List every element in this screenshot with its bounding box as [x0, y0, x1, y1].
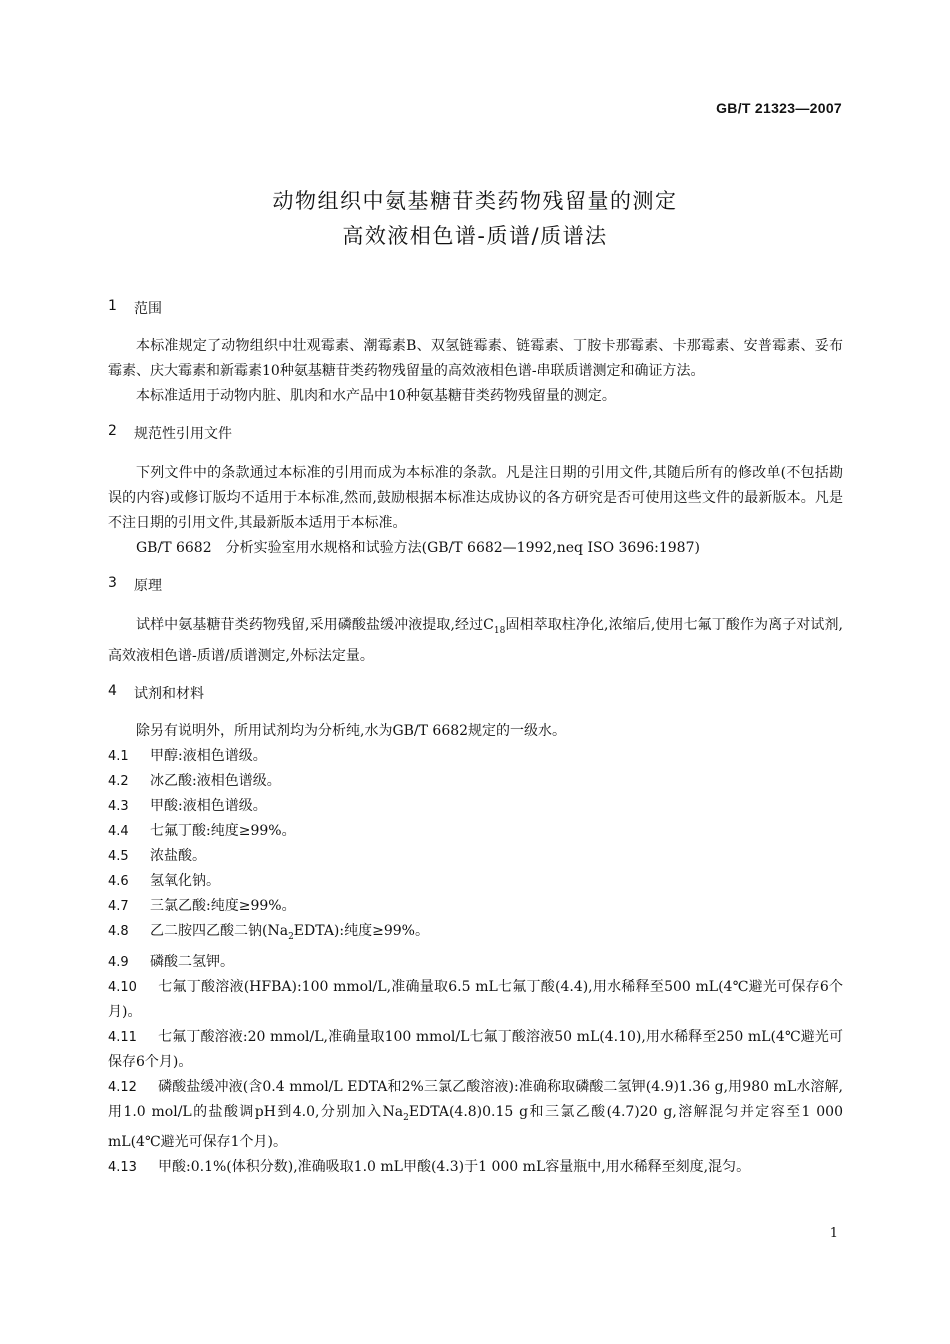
document-subtitle: 高效液相色谱-质谱/质谱法	[342, 224, 608, 248]
reagent-item: 4.12 磷酸盐缓冲液(含0.4 mmol/L EDTA和2%三氯乙酸溶液):准确称取磷酸二氢钾(4.9)1.36 g,用980 mL水溶解,用1.0 mol/L的盐酸调pH到4.0,分别加入$Na_2EDTA(4.8)0.15$ g和三氯乙酸(4.7)20 g,溶解混匀并定容至1 000 mL(4℃避光可保存1个月)。	[108, 1078, 843, 1151]
section-heading-normative-references: 2 规范性引用文件	[108, 423, 232, 442]
document-body	[108, 298, 843, 1180]
references-paragraph: 下列文件中的条款通过本标准的引用而成为本标准的条款。凡是注日期的引用文件,其随后所有的修改单(不包括勘误的内容)或修订版均不适用于本标准,然而,鼓励根据本标准达成协议的各方研究是否可使用这些文件的最新版本。凡是不注日期的引用文件,其最新版本适用于本标准。	[108, 465, 843, 531]
section-heading-reagents: 4 试剂和材料	[108, 682, 204, 702]
reagent-item: 4.10 七氟丁酸溶液(HFBA):100 mmol/L,准确量取6.5 mL七氟丁酸(4.4),用水稀释至500 mL(4℃避光可保存6个月)。	[108, 978, 843, 1020]
section-heading-principle: 3 原理	[108, 575, 162, 594]
reagent-item: 4.11 七氟丁酸溶液:20 mmol/L,准确量取100 mmol/L七氟丁酸溶液50 mL(4.10),用水稀释至250 mL(4℃避光可保存6个月)。	[108, 1028, 843, 1070]
section-heading-scope: 1 范围	[108, 298, 162, 317]
standard-code: GB/T 21323—2007	[716, 100, 842, 116]
reagents-intro: 除另有说明外，所用试剂均为分析纯,水为GB/T 6682规定的一级水。	[136, 722, 567, 739]
reagent-item: 4.2 冰乙酸:液相色谱级。	[108, 772, 281, 789]
scope-applicability: 本标准适用于动物内脏、肌肉和水产品中10种氨基糖苷类药物残留量的测定。	[136, 388, 616, 404]
reagent-item: 4.6 氢氧化钠。	[108, 872, 220, 889]
principle-paragraph: 试样中氨基糖苷类药物残留,采用磷酸盐缓冲液提取,经过$C_{18}$固相萃取柱净化,浓缩后,使用七氟丁酸作为离子对试剂,高效液相色谱-质谱/质谱测定,外标法定量。	[108, 617, 843, 664]
reagent-item: 4.3 甲酸:液相色谱级。	[108, 797, 267, 814]
reagent-item: 4.7 三氯乙酸:纯度≥99%。	[108, 897, 296, 914]
reagent-item: 4.1 甲醇:液相色谱级。	[108, 747, 267, 764]
reagent-item: 4.4 七氟丁酸:纯度≥99%。	[108, 822, 296, 839]
document-title: 动物组织中氨基糖苷类药物残留量的测定	[272, 189, 678, 213]
reagent-item: 4.9 磷酸二氢钾。	[108, 953, 234, 970]
reagent-item: 4.13 甲酸:0.1%(体积分数),准确吸取1.0 mL甲酸(4.3)于1 000 mL容量瓶中,用水稀释至刻度,混匀。	[108, 1159, 751, 1176]
reference-entry: GB/T 6682 分析实验室用水规格和试验方法(GB/T 6682—1992,neq ISO 3696:1987)	[136, 540, 700, 556]
page-number: 1	[829, 1226, 838, 1241]
scope-paragraph: 本标准规定了动物组织中壮观霉素、潮霉素B、双氢链霉素、链霉素、丁胺卡那霉素、卡那霉素、安普霉素、妥布霉素、庆大霉素和新霉素10种氨基糖苷类药物残留量的高效液相色谱-串联质谱测定和确证方法。	[108, 338, 843, 379]
reagent-item: 4.5 浓盐酸。	[108, 847, 206, 864]
reagent-item: 4.8 乙二胺四乙酸二钠$(Na_2EDTA)$:纯度≥99%。	[108, 922, 429, 942]
